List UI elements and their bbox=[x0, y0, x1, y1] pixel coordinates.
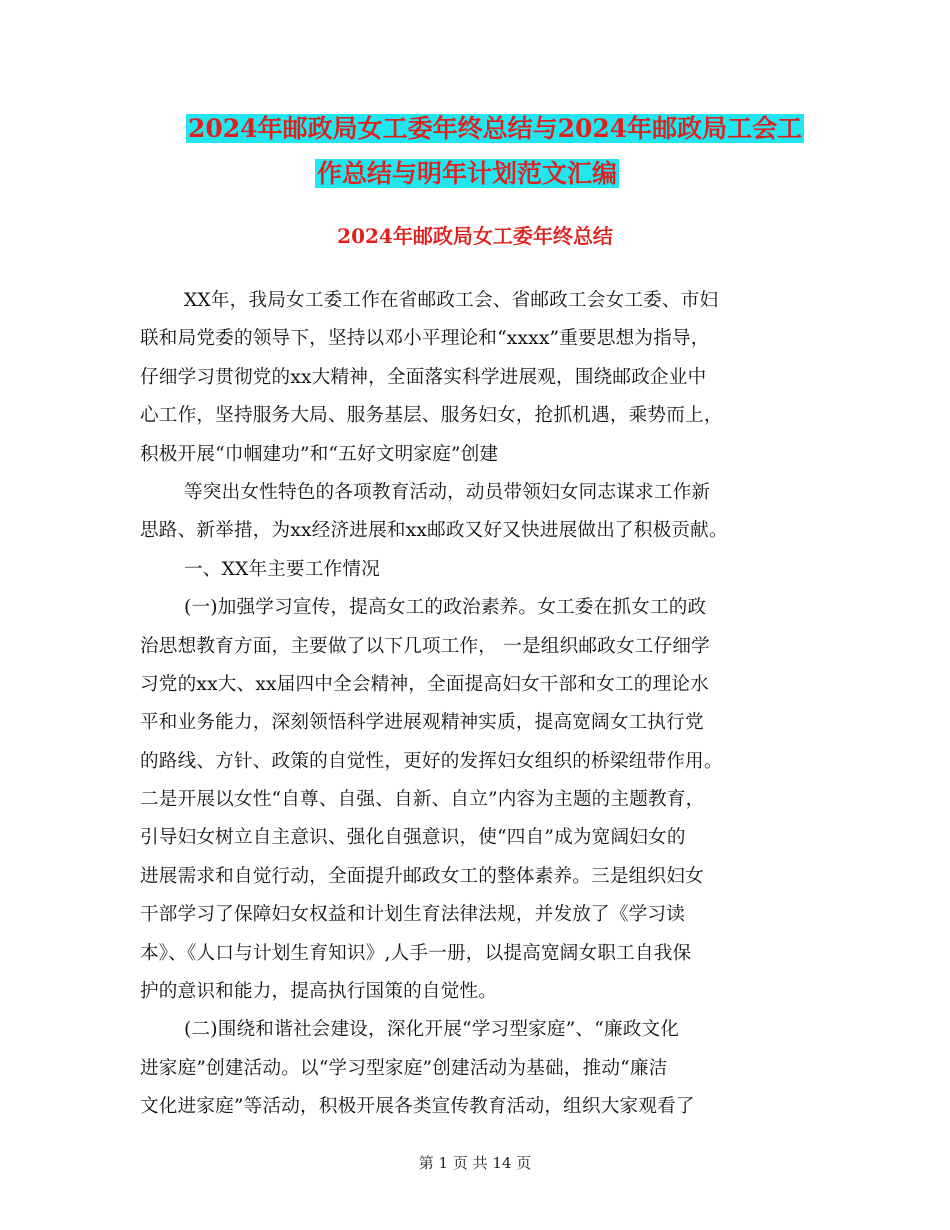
paragraph-line: XX年，我局女工委工作在省邮政工会、省邮政工会女工委、市妇 bbox=[184, 290, 719, 311]
paragraph-line: (一)加强学习宣传，提高女工的政治素养。女工委在抓女工的政 bbox=[184, 597, 707, 619]
title-highlight: 2024年邮政局女工委年终总结与2024年邮政局工会工 bbox=[188, 114, 803, 143]
paragraph-line: 进家庭”创建活动。以“学习型家庭”创建活动为基础，推动“廉洁 bbox=[140, 1057, 668, 1079]
paragraph-line: (二)围绕和谐社会建设，深化开展“学习型家庭”、“廉政文化 bbox=[184, 1019, 680, 1041]
page-number-footer: 第 1 页 共 14 页 bbox=[418, 1154, 532, 1172]
body-text bbox=[140, 282, 820, 1127]
paragraph-line: 本》、《人口与计划生育知识》,人手一册，以提高宽阔女职工自我保 bbox=[140, 942, 692, 964]
section-heading: 2024年邮政局女工委年终总结 bbox=[337, 224, 613, 248]
paragraph-line: 引导妇女树立自主意识、强化自强意识，使“四自”成为宽阔妇女的 bbox=[140, 827, 686, 849]
document-title-line-2 bbox=[315, 157, 619, 191]
document-title-line-1 bbox=[186, 112, 804, 146]
paragraph-line: 思路、新举措，为xx经济进展和xx邮政又好又快进展做出了积极贡献。 bbox=[140, 520, 728, 542]
section-heading-line: 一、XX年主要工作情况 bbox=[184, 558, 381, 580]
paragraph-line: 等突出女性特色的各项教育活动，动员带领妇女同志谋求工作新 bbox=[184, 481, 711, 503]
paragraph-line: 心工作，坚持服务大局、服务基层、服务妇女，抢抓机遇，乘势而上， bbox=[140, 405, 723, 427]
paragraph-line: 仔细学习贯彻党的xx大精神，全面落实科学进展观，围绕邮政企业中 bbox=[140, 366, 707, 388]
title-highlight: 作总结与明年计划范文汇编 bbox=[317, 159, 618, 188]
paragraph-line: 治思想教育方面，主要做了以下几项工作， 一是组织邮政女工仔细学 bbox=[140, 635, 710, 657]
paragraph-line: 习党的xx大、xx届四中全会精神，全面提高妇女干部和女工的理论水 bbox=[140, 673, 709, 695]
paragraph-line: 积极开展“巾帼建功”和“五好文明家庭”创建 bbox=[140, 443, 499, 465]
paragraph-line: 护的意识和能力，提高执行国策的自觉性。 bbox=[140, 981, 498, 1003]
paragraph-line: 二是开展以女性“自尊、自强、自新、自立”内容为主题的主题教育， bbox=[140, 789, 705, 811]
paragraph-line: 干部学习了保障妇女权益和计划生育法律法规，并发放了《学习读 bbox=[140, 904, 686, 926]
paragraph-line: 平和业务能力，深刻领悟科学进展观精神实质，提高宽阔女工执行党 bbox=[140, 712, 704, 734]
paragraph-line: 文化进家庭”等活动，积极开展各类宣传教育活动，组织大家观看了 bbox=[140, 1096, 695, 1118]
paragraph-line: 联和局党委的领导下，坚持以邓小平理论和“xxxx”重要思想为指导， bbox=[140, 328, 710, 350]
paragraph-line: 进展需求和自觉行动，全面提升邮政女工的整体素养。三是组织妇女 bbox=[140, 865, 704, 887]
paragraph-line: 的路线、方针、政策的自觉性，更好的发挥妇女组织的桥梁纽带作用。 bbox=[140, 750, 723, 772]
